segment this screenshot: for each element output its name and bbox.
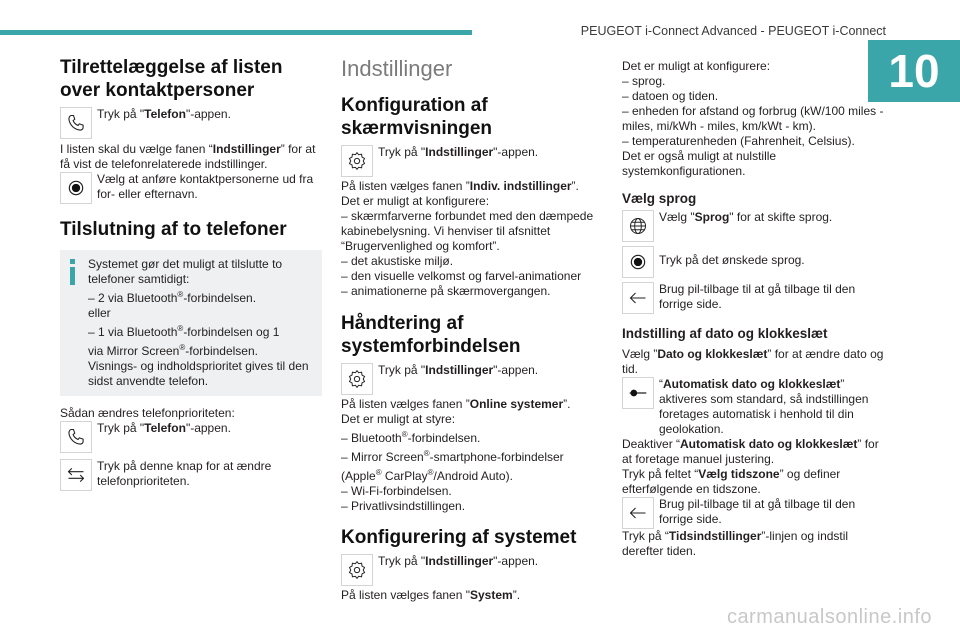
press-language-text: Tryk på det ønskede sprog. [659, 253, 805, 267]
config-item: – datoen og tiden. [622, 89, 719, 103]
config-item: – temperaturenheden (Fahrenheit, Celsius). [622, 134, 855, 148]
heading-settings: Indstillinger [341, 56, 453, 81]
auto-on-text: “Automatisk dato og klokkeslæt” aktiveres som standard, så indstillingen foretages automatisk i henhold til din geolokation. [659, 377, 869, 436]
display-item: – den visuelle velkomst og farvel-animationer [341, 269, 582, 283]
step-settings-app-2 [341, 363, 603, 395]
conn-item: – Wi-Fi-forbindelsen. [341, 484, 452, 498]
info-icon [68, 257, 88, 389]
config-can-text: Det er muligt at konfigurere: [622, 59, 771, 73]
conn-can-text: Det er muligt at styre: [341, 412, 456, 426]
back-arrow-icon [622, 497, 654, 529]
back-arrow-icon [622, 282, 654, 314]
time-settings-text: Tryk på “Tidsindstillinger”-linjen og indstil derefter tiden. [622, 529, 849, 558]
note-line: via Mirror Screen®-forbindelsen. [88, 343, 258, 358]
step-settings-app [341, 145, 603, 177]
system-tab-text: På listen vælges fanen "System”. [341, 588, 521, 602]
back-text: Brug pil-tilbage til at gå tilbage til den forrige side. [659, 497, 856, 526]
note-line: Visnings- og indholdsprioritet gives til den sidst anvendte telefon. [88, 359, 309, 388]
watermark: carmanualsonline.info [726, 606, 932, 628]
heading-connections: Håndtering af systemforbindelsen [341, 313, 521, 357]
priority-intro: Sådan ændres telefonprioriteten: [60, 406, 235, 420]
column-2 [341, 56, 603, 603]
step-settings-app-3 [341, 554, 603, 586]
gear-icon [341, 145, 373, 177]
press-phone-text: Tryk på "Telefon"-appen. [97, 107, 231, 121]
heading-two-phones: Tilslutning af to telefoner [60, 219, 287, 240]
toggle-switch-icon [622, 377, 654, 409]
timezone-text: Tryk på feltet “Vælg tidszone” og definer efterfølgende en tidszone. [622, 467, 841, 496]
step-back-2 [622, 497, 884, 529]
phone-icon [60, 421, 92, 453]
display-item: – det akustiske miljø. [341, 254, 454, 268]
conn-tab-text: På listen vælges fanen ”Online systemer”. [341, 397, 571, 411]
auto-off-text: Deaktiver “Automatisk dato og klokkeslæt” for at foretage manuel justering. [622, 437, 879, 466]
choose-language-text: Vælg "Sprog" for at skifte sprog. [659, 210, 833, 224]
choose-order-text: Vælg at anføre kontaktpersonerne ud fra for- eller efternavn. [97, 172, 314, 201]
press-settings-text: Tryk på "Indstillinger"-appen. [378, 554, 539, 568]
conn-item: (Apple® CarPlay®/Android Auto). [341, 468, 513, 483]
step-choose-order [60, 172, 322, 204]
display-can-text: Det er muligt at konfigurere: [341, 194, 490, 208]
swap-arrows-icon [60, 459, 92, 491]
header-accent-bar [0, 30, 472, 35]
back-text: Brug pil-tilbage til at gå tilbage til den forrige side. [659, 282, 856, 311]
heading-language: Vælg sprog [622, 191, 697, 206]
heading-display: Konfiguration af skærmvisningen [341, 95, 492, 139]
config-item: – sprog. [622, 74, 666, 88]
config-item: Det er også muligt at nulstille systemkonfigurationen. [622, 149, 777, 178]
radio-button-icon [622, 246, 654, 278]
conn-item: – Privatlivsindstillingen. [341, 499, 466, 513]
step-swap-priority [60, 459, 322, 491]
config-item: – enheden for afstand og forbrug (kW/100 miles - miles, mi/kWh - miles, km/kWt - km). [622, 104, 884, 133]
press-button-text: Tryk på denne knap for at ændre telefonprioriteten. [97, 459, 272, 488]
press-phone-text: Tryk på "Telefon"-appen. [97, 421, 231, 435]
display-item: – skærmfarverne forbundet med den dæmpede kabinebelysning. Vi henviser til afsnittet “Brugervenlighed og komfort”. [341, 209, 594, 253]
note-line: – 2 via Bluetooth®-forbindelsen. [88, 290, 257, 305]
step-phone-app [60, 107, 322, 139]
step-back-1 [622, 282, 884, 314]
conn-item: – Mirror Screen®-smartphone-forbindelser [341, 449, 564, 464]
choose-tab-text: I listen skal du vælge fanen “Indstillinger” for at få vist de telefonrelaterede indstillinger. [60, 142, 316, 171]
step-auto-date [622, 377, 884, 437]
display-item: – animationerne på skærmovergangen. [341, 284, 551, 298]
header-title: PEUGEOT i-Connect Advanced - PEUGEOT i-Connect [580, 24, 886, 38]
step-press-language [622, 246, 884, 278]
press-settings-text: Tryk på "Indstillinger"-appen. [378, 363, 539, 377]
step-phone-app-2 [60, 421, 322, 453]
column-1 [60, 56, 322, 491]
display-tab-text: På listen vælges fanen ”Indiv. indstillinger”. [341, 179, 579, 193]
conn-item: – Bluetooth®-forbindelsen. [341, 430, 481, 445]
globe-icon [622, 210, 654, 242]
chapter-number: 10 [868, 40, 960, 102]
heading-date-time: Indstilling af dato og klokkeslæt [622, 326, 828, 341]
note-line: eller [88, 306, 111, 320]
gear-icon [341, 363, 373, 395]
gear-icon [341, 554, 373, 586]
radio-button-icon [60, 172, 92, 204]
column-3 [622, 56, 884, 559]
date-select-text: Vælg ”Dato og klokkeslæt” for at ændre dato og tid. [622, 347, 884, 376]
note-line: – 1 via Bluetooth®-forbindelsen og 1 [88, 324, 280, 339]
phone-icon [60, 107, 92, 139]
step-choose-language [622, 210, 884, 242]
note-line: Systemet gør det muligt at tilslutte to telefoner samtidigt: [88, 257, 283, 286]
press-settings-text: Tryk på "Indstillinger"-appen. [378, 145, 539, 159]
info-note [60, 250, 322, 396]
heading-system: Konfigurering af systemet [341, 527, 577, 548]
heading-contacts: Tilrettelæggelse af listen over kontaktpersoner [60, 57, 283, 101]
